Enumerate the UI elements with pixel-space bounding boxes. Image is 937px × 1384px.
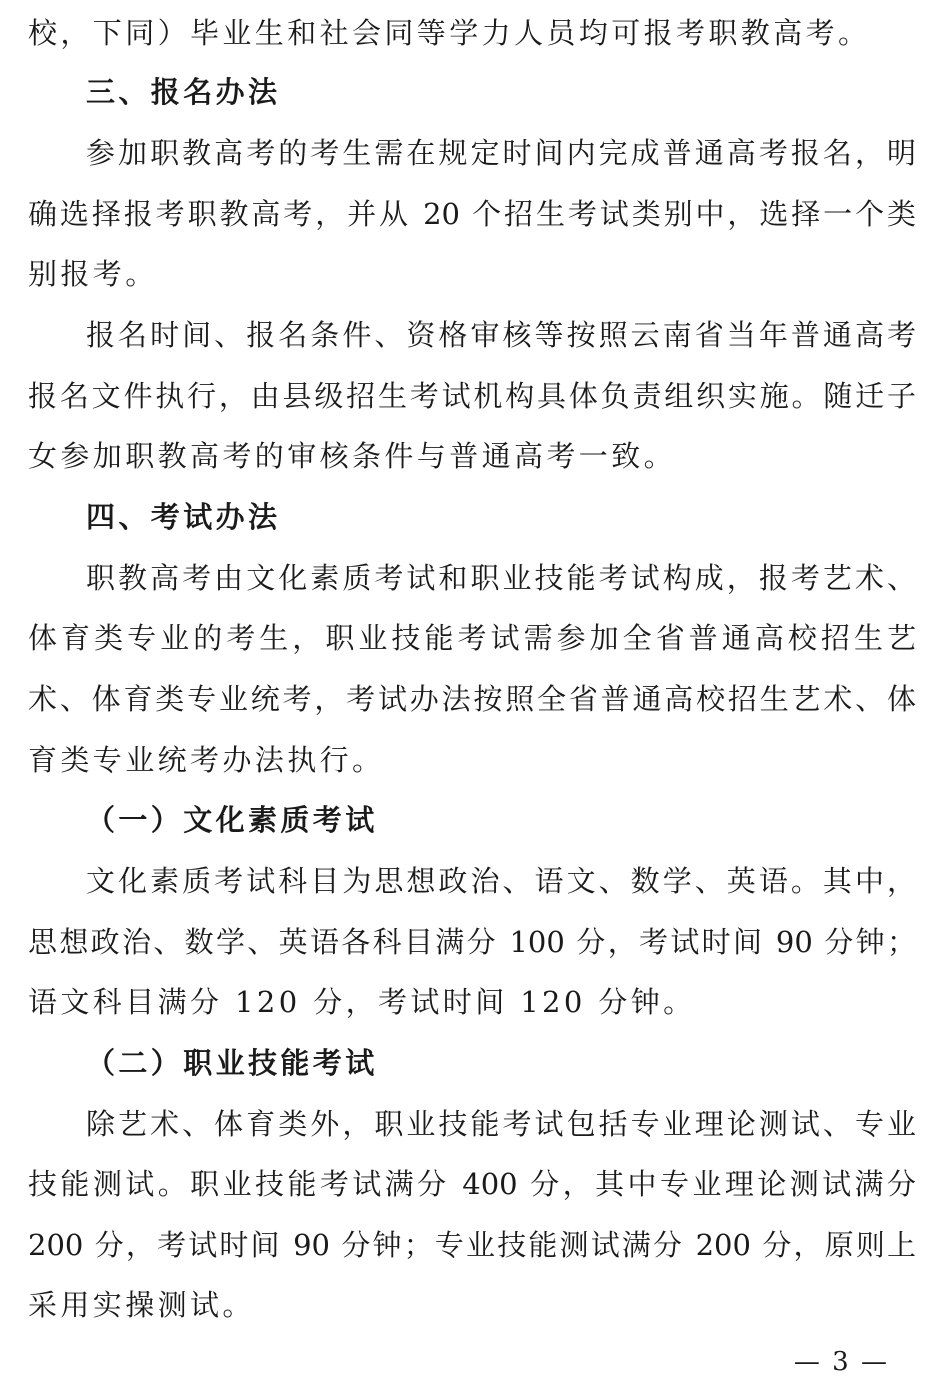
section-heading: 四、考试办法 bbox=[86, 500, 281, 534]
body-line: 报名时间、报名条件、资格审核等按照云南省当年普通高考 bbox=[86, 318, 916, 352]
body-line: 技能测试。职业技能考试满分 400 分，其中专业理论测试满分 bbox=[28, 1167, 916, 1201]
body-line: 职教高考由文化素质考试和职业技能考试构成，报考艺术、 bbox=[86, 561, 916, 595]
body-line: 除艺术、体育类外，职业技能考试包括专业理论测试、专业 bbox=[86, 1107, 916, 1141]
body-line: 文化素质考试科目为思想政治、语文、数学、英语。其中， bbox=[86, 864, 916, 898]
body-line: 术、体育类专业统考，考试办法按照全省普通高校招生艺术、体 bbox=[28, 682, 916, 716]
body-line: 思想政治、数学、英语各科目满分 100 分，考试时间 90 分钟； bbox=[28, 925, 916, 959]
page-number: — 3 — bbox=[793, 1347, 889, 1377]
body-line: 200 分，考试时间 90 分钟；专业技能测试满分 200 分，原则上 bbox=[28, 1228, 916, 1262]
body-line: 体育类专业的考生，职业技能考试需参加全省普通高校招生艺 bbox=[28, 621, 916, 655]
body-line: 采用实操测试。 bbox=[28, 1288, 255, 1322]
body-line: 女参加职教高考的审核条件与普通高考一致。 bbox=[28, 439, 677, 473]
body-line: 育类专业统考办法执行。 bbox=[28, 743, 385, 777]
subsection-heading: （二）职业技能考试 bbox=[86, 1046, 378, 1080]
body-line: 确选择报考职教高考，并从 20 个招生考试类别中，选择一个类 bbox=[28, 197, 916, 231]
subsection-heading: （一）文化素质考试 bbox=[86, 803, 378, 837]
body-line: 语文科目满分 120 分，考试时间 120 分钟。 bbox=[28, 985, 696, 1019]
body-line: 参加职教高考的考生需在规定时间内完成普通高考报名，明 bbox=[86, 136, 916, 170]
body-line: 别报考。 bbox=[28, 257, 158, 291]
body-line: 校，下同）毕业生和社会同等学力人员均可报考职教高考。 bbox=[28, 16, 871, 50]
section-heading: 三、报名办法 bbox=[86, 75, 281, 109]
body-line: 报名文件执行，由县级招生考试机构具体负责组织实施。随迁子 bbox=[28, 379, 916, 413]
